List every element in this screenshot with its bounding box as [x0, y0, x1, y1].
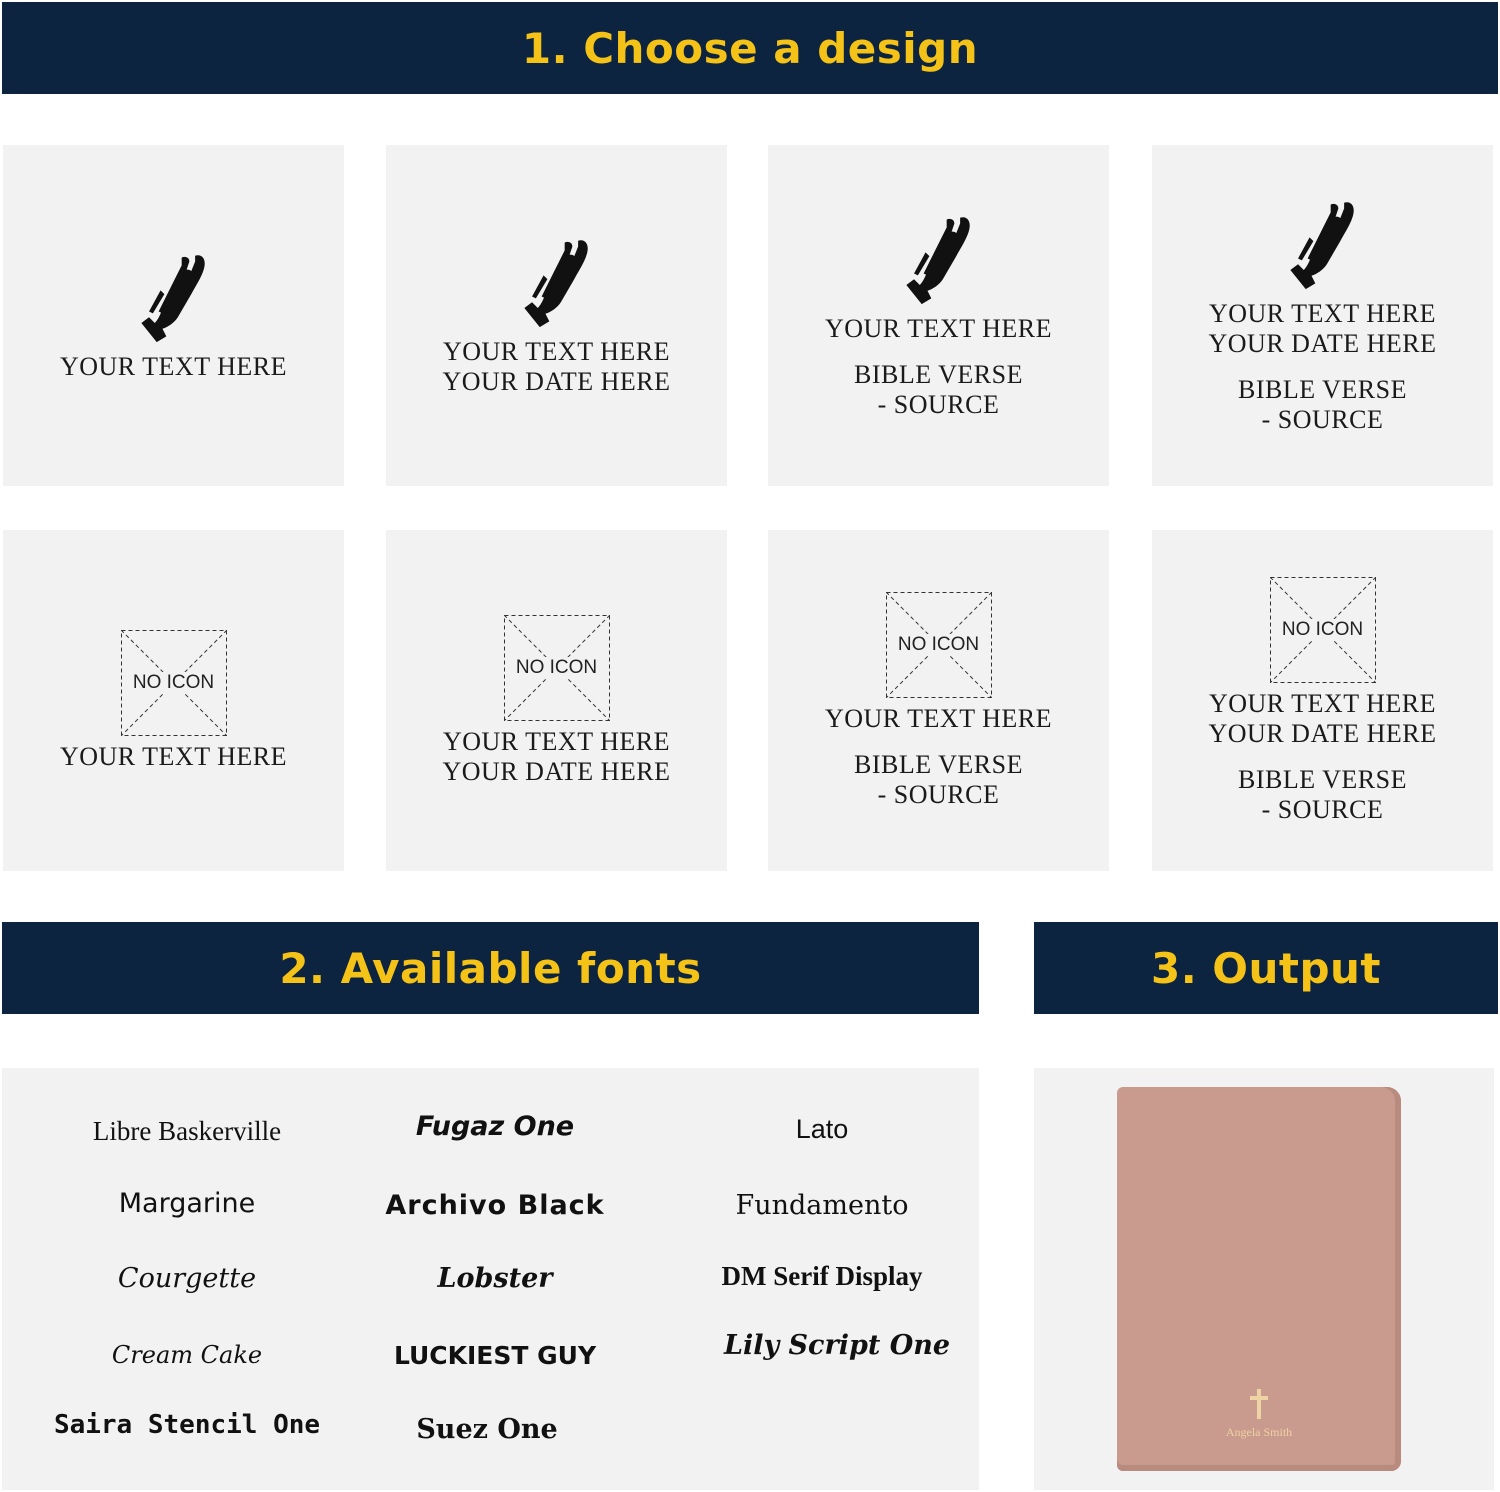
font-option-dm-serif-display[interactable]: DM Serif Display	[721, 1261, 923, 1291]
section-title: 2. Available fonts	[279, 943, 702, 993]
font-option-margarine[interactable]: Margarine	[118, 1188, 256, 1219]
praying-hands-icon	[891, 212, 987, 308]
bible-verse: BIBLE VERSE	[854, 749, 1023, 779]
bible-cover	[1117, 1087, 1401, 1471]
font-option-fugaz-one[interactable]: Fugaz One	[415, 1111, 575, 1142]
your-date: YOUR DATE HERE	[442, 366, 671, 396]
output-banner	[1034, 922, 1498, 1014]
your-text: YOUR TEXT HERE	[59, 351, 288, 381]
verse-source: - SOURCE	[877, 779, 1000, 809]
your-text: YOUR TEXT HERE	[824, 703, 1053, 733]
section-title: 1. Choose a design	[521, 23, 979, 73]
font-option-courgette[interactable]: Courgette	[117, 1263, 257, 1294]
engraved-name: Angela Smith	[1225, 1425, 1293, 1439]
font-option-saira-stencil-one[interactable]: Saira Stencil One	[53, 1410, 321, 1440]
no-icon-label: NO ICON	[1281, 618, 1364, 640]
design-option-6[interactable]	[386, 530, 727, 871]
font-list	[2, 1068, 979, 1490]
your-text: YOUR TEXT HERE	[442, 726, 671, 756]
no-icon-placeholder	[504, 615, 610, 721]
bible-verse: BIBLE VERSE	[1238, 374, 1407, 404]
design-option-4[interactable]	[1152, 145, 1493, 486]
no-icon-label: NO ICON	[132, 671, 215, 693]
no-icon-placeholder	[886, 592, 992, 698]
output-preview	[1034, 1068, 1494, 1490]
verse-source: - SOURCE	[1261, 794, 1384, 824]
no-icon-label: NO ICON	[515, 656, 598, 678]
font-option-lily-script-one[interactable]: Lily Script One	[723, 1330, 951, 1361]
font-option-lobster[interactable]: Lobster	[437, 1263, 553, 1294]
design-option-3[interactable]	[768, 145, 1109, 486]
your-date: YOUR DATE HERE	[442, 756, 671, 786]
font-option-fundamento[interactable]: Fundamento	[735, 1190, 909, 1221]
design-option-8[interactable]	[1152, 530, 1493, 871]
your-text: YOUR TEXT HERE	[1208, 298, 1437, 328]
your-text: YOUR TEXT HERE	[59, 741, 288, 771]
praying-hands-icon	[126, 250, 222, 346]
design-option-2[interactable]	[386, 145, 727, 486]
your-date: YOUR DATE HERE	[1208, 718, 1437, 748]
section-title: 3. Output	[1150, 943, 1382, 993]
no-icon-label: NO ICON	[897, 633, 980, 655]
praying-hands-icon	[1275, 197, 1371, 293]
cross-icon	[1249, 1389, 1269, 1419]
verse-source: - SOURCE	[877, 389, 1000, 419]
font-option-archivo-black[interactable]: Archivo Black	[385, 1190, 605, 1221]
your-date: YOUR DATE HERE	[1208, 328, 1437, 358]
praying-hands-icon	[509, 235, 605, 331]
bible-verse: BIBLE VERSE	[854, 359, 1023, 389]
design-option-1[interactable]	[3, 145, 344, 486]
font-option-cream-cake[interactable]: Cream Cake	[111, 1341, 263, 1369]
choose-design-banner	[2, 2, 1498, 94]
available-fonts-banner	[2, 922, 979, 1014]
verse-source: - SOURCE	[1261, 404, 1384, 434]
no-icon-placeholder	[1270, 577, 1376, 683]
bible-verse: BIBLE VERSE	[1238, 764, 1407, 794]
design-option-5[interactable]	[3, 530, 344, 871]
font-option-libre-baskerville[interactable]: Libre Baskerville	[92, 1116, 282, 1146]
no-icon-placeholder	[121, 630, 227, 736]
your-text: YOUR TEXT HERE	[442, 336, 671, 366]
your-text: YOUR TEXT HERE	[1208, 688, 1437, 718]
font-option-suez-one[interactable]: Suez One	[416, 1414, 558, 1445]
design-option-7[interactable]	[768, 530, 1109, 871]
font-option-luckiest-guy[interactable]: LUCKIEST GUY	[393, 1341, 597, 1370]
font-option-lato[interactable]: Lato	[795, 1114, 849, 1144]
your-text: YOUR TEXT HERE	[824, 313, 1053, 343]
